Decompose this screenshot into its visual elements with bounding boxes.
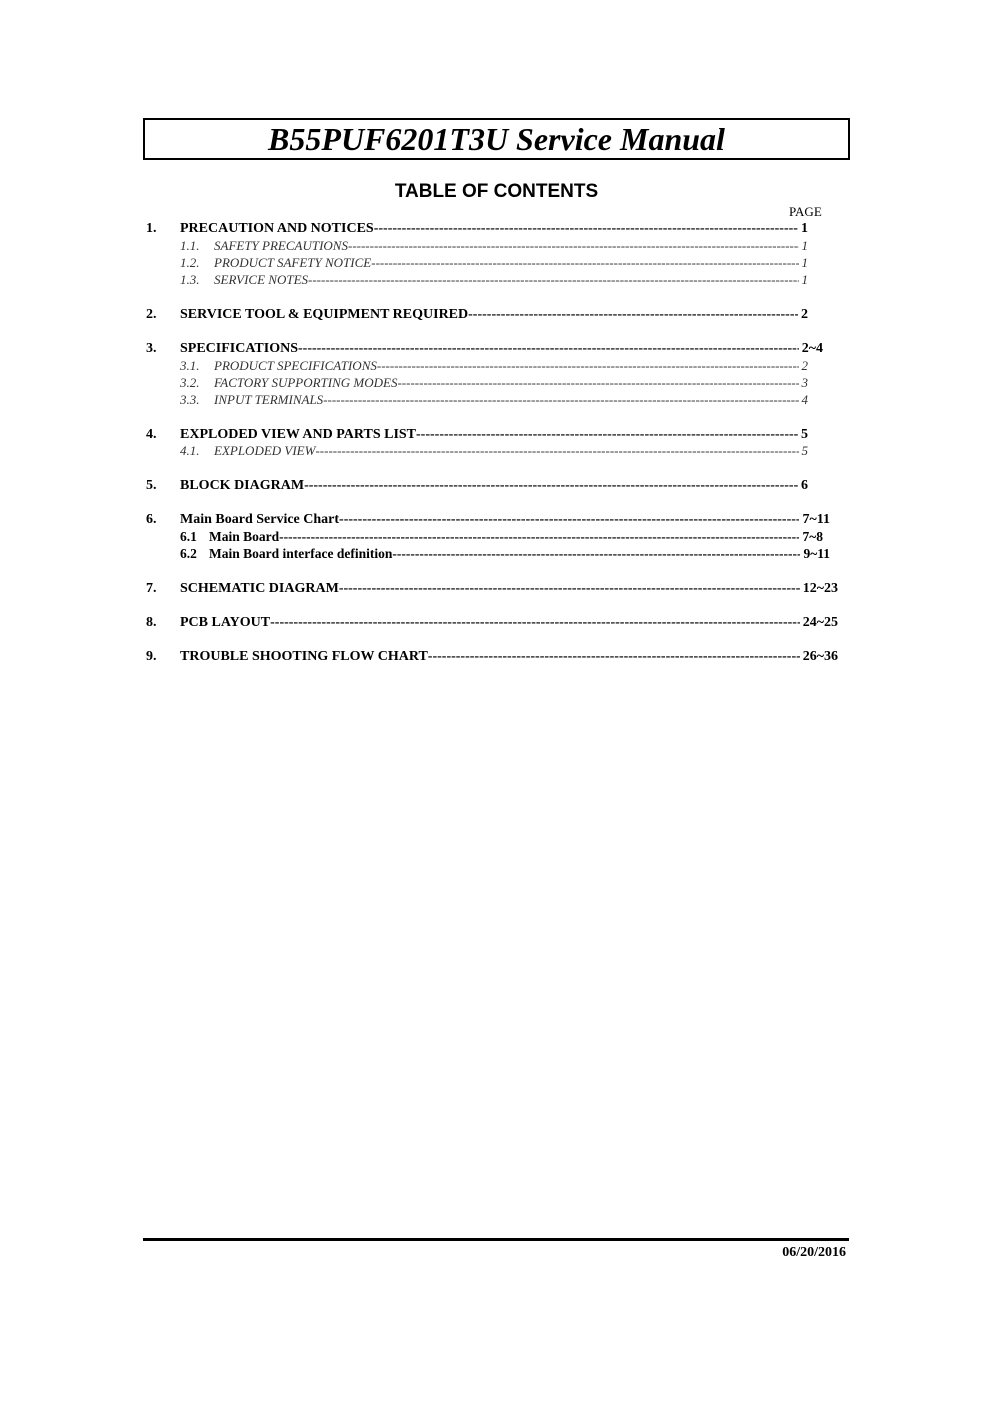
section-number: 2. [146, 307, 157, 322]
subsection-number: 6.1 [180, 529, 197, 544]
toc-entry-page: 2~4 [801, 341, 823, 356]
section-number: 6. [146, 512, 157, 527]
dot-leader [377, 357, 799, 374]
toc-entry-label: Main Board interface definition [209, 546, 393, 561]
section-number: 5. [146, 478, 157, 493]
dot-leader [416, 426, 798, 443]
dot-leader [315, 442, 798, 459]
toc-entry-page: 7~8 [802, 529, 823, 544]
toc-subentry-product-safety-notice[interactable] [180, 254, 808, 271]
dot-leader [392, 545, 800, 562]
dot-leader [468, 306, 798, 323]
toc-entry-label: SPECIFICATIONS [180, 341, 298, 356]
toc-entry-label: SERVICE TOOL & EQUIPMENT REQUIRED [180, 307, 469, 322]
toc-entry-exploded-view[interactable] [180, 426, 808, 443]
toc-entry-page: 1 [801, 238, 808, 253]
subsection-number: 1.3. [180, 272, 200, 287]
toc-entry-page: 6 [801, 478, 808, 493]
section-number: 4. [146, 427, 157, 442]
toc-entry-page: 1 [801, 255, 808, 270]
toc-entry-service-tool[interactable] [180, 306, 808, 323]
dot-leader [371, 254, 798, 271]
subsection-number: 3.1. [180, 358, 200, 373]
toc-entry-page: 12~23 [802, 581, 838, 596]
toc-entry-label: SAFETY PRECAUTIONS [214, 238, 348, 253]
toc-entry-page: 5 [801, 427, 808, 442]
toc-entry-label: PRODUCT SAFETY NOTICE [214, 255, 372, 270]
dot-leader [374, 220, 798, 237]
section-number: 7. [146, 581, 157, 596]
dot-leader [348, 237, 799, 254]
toc-entry-page: 9~11 [803, 546, 830, 561]
dot-leader [397, 374, 798, 391]
toc-entry-label: PRECAUTION AND NOTICES [180, 221, 374, 236]
toc-heading: TABLE OF CONTENTS [394, 181, 599, 202]
toc-entry-block-diagram[interactable] [180, 477, 808, 494]
footer-date: 06/20/2016 [782, 1245, 846, 1260]
subsection-number: 1.2. [180, 255, 200, 270]
footer-rule [143, 1238, 849, 1241]
toc-entry-page: 24~25 [802, 615, 838, 630]
toc-entry-label: Main Board [209, 529, 280, 544]
toc-entry-precaution[interactable] [180, 220, 808, 237]
toc-entry-page: 26~36 [802, 649, 838, 664]
dot-leader [279, 528, 799, 545]
toc-subentry-product-specifications[interactable] [180, 357, 808, 374]
toc-entry-page: 1 [801, 272, 808, 287]
toc-entry-page: 1 [801, 221, 808, 236]
dot-leader [304, 477, 798, 494]
toc-entry-label: INPUT TERMINALS [214, 392, 324, 407]
title-box [143, 118, 850, 160]
section-number: 9. [146, 649, 157, 664]
subsection-number: 3.2. [180, 375, 200, 390]
toc-entry-page: 4 [801, 392, 808, 407]
toc-subentry-service-notes[interactable] [180, 271, 808, 288]
subsection-number: 6.2 [180, 546, 197, 561]
dot-leader [308, 271, 798, 288]
subsection-number: 4.1. [180, 443, 200, 458]
dot-leader [298, 340, 799, 357]
toc-entry-label: Main Board Service Chart [180, 512, 340, 527]
dot-leader [323, 391, 798, 408]
toc-entry-page: 2 [801, 358, 808, 373]
section-number: 1. [146, 221, 157, 236]
toc-entry-page: 5 [801, 443, 808, 458]
toc-entry-label: EXPLODED VIEW [214, 443, 316, 458]
toc-entry-trouble-shooting[interactable] [180, 648, 838, 665]
toc-subentry-main-board-interface[interactable] [180, 545, 830, 562]
toc-entry-label: SERVICE NOTES [214, 272, 309, 287]
toc-entry-page: 2 [801, 307, 808, 322]
toc-subentry-factory-supporting-modes[interactable] [180, 374, 808, 391]
toc-entry-label: EXPLODED VIEW AND PARTS LIST [180, 427, 417, 442]
toc-entry-main-board-service-chart[interactable] [180, 511, 830, 528]
toc-entry-schematic-diagram[interactable] [180, 580, 838, 597]
toc-entry-pcb-layout[interactable] [180, 614, 838, 631]
subsection-number: 3.3. [180, 392, 200, 407]
dot-leader [428, 648, 800, 665]
toc-subentry-main-board[interactable] [180, 528, 823, 545]
toc-entry-page: 7~11 [802, 512, 830, 527]
dot-leader [339, 511, 799, 528]
dot-leader [339, 580, 800, 597]
subsection-number: 1.1. [180, 238, 200, 253]
toc-entry-specifications[interactable] [180, 340, 823, 357]
toc-subentry-safety-precautions[interactable] [180, 237, 808, 254]
toc-entry-page: 3 [801, 375, 808, 390]
document-title: B55PUF6201T3U Service Manual [268, 121, 725, 157]
toc-entry-label: FACTORY SUPPORTING MODES [214, 375, 398, 390]
toc-subentry-exploded-view[interactable] [180, 442, 808, 459]
toc-entry-label: PCB LAYOUT [180, 615, 271, 630]
toc-entry-label: SCHEMATIC DIAGRAM [180, 581, 339, 596]
toc-subentry-input-terminals[interactable] [180, 391, 808, 408]
section-number: 8. [146, 615, 157, 630]
page-column-label: PAGE [789, 204, 822, 219]
toc-entry-label: TROUBLE SHOOTING FLOW CHART [180, 649, 428, 664]
toc-entry-label: BLOCK DIAGRAM [180, 478, 305, 493]
section-number: 3. [146, 341, 157, 356]
toc-entry-label: PRODUCT SPECIFICATIONS [214, 358, 377, 373]
dot-leader [270, 614, 800, 631]
